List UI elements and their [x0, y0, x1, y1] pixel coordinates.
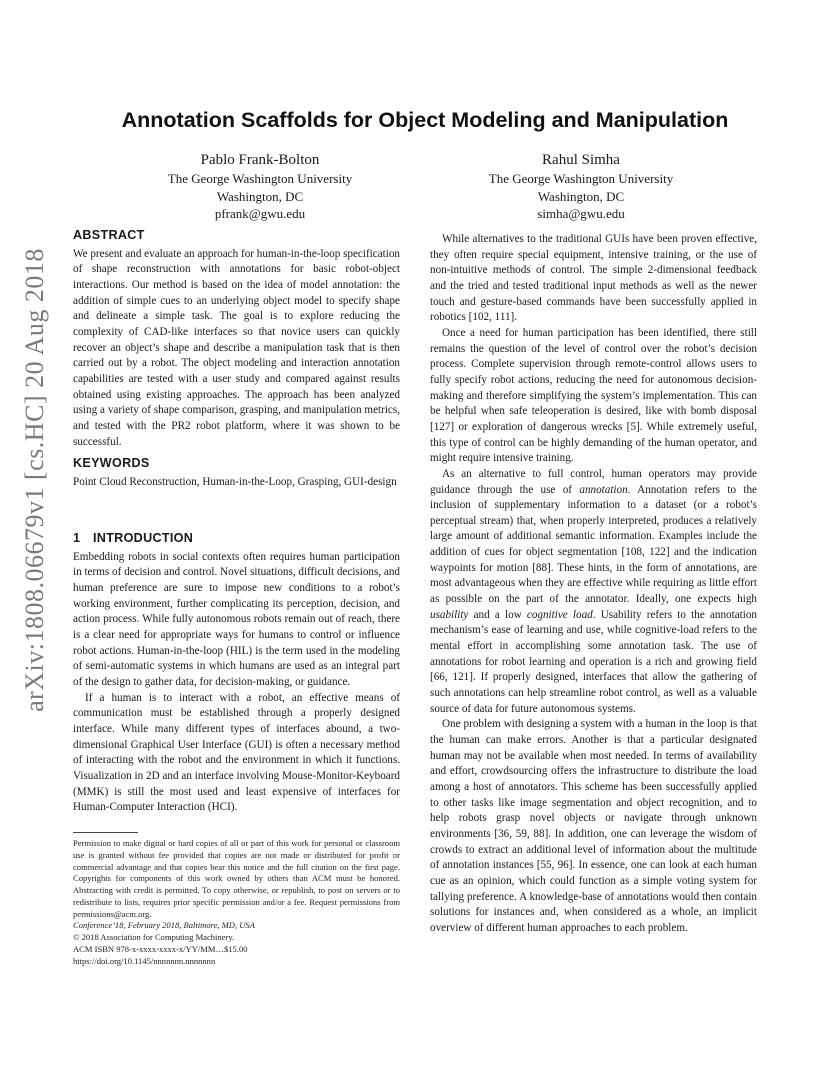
doi-line: https://doi.org/10.1145/nnnnnnn.nnnnnnn: [73, 955, 216, 966]
keywords-text: Point Cloud Reconstruction, Human-in-the-Loop, Grasping, GUI-design: [73, 475, 397, 488]
author-block-2: [431, 150, 731, 223]
right-column: [430, 232, 757, 937]
author-name: Pablo Frank-Bolton: [200, 152, 320, 168]
text-run: . Usability refers to the annotation mechanism’s ease of learning and use, while cognitive-load refers to the mental effort in accomplishing some annotation task. The use of annotations for robot learning and operation is a rich and growing field [66, 121]. If properly designed, interfaces that allow the gathering of such annotations can help streamline robot control, as well as a valuable source of data for future autonomous systems.: [430, 608, 757, 715]
text-run: and a low: [468, 608, 527, 621]
copyright-line: © 2018 Association for Computing Machinery.: [73, 932, 235, 942]
section-number: 1: [73, 531, 81, 545]
footnote-rule: [73, 832, 138, 833]
emphasis-cognitive-load: cognitive load: [526, 608, 593, 621]
isbn-line: ACM ISBN 978-x-xxxx-xxxx-x/YY/MM…$15.00: [73, 943, 248, 954]
copyright-footnote: [73, 838, 400, 967]
abstract-text: We present and evaluate an approach for human-in-the-loop specification of shape reconstruction with annotations for basic robot-object interactions. Our method is based on the idea of model annotation: the addition of simple cues to an underlying object model to specify shape and delineate a simple task. The goal is to explore reducing the complexity of CAD-like interfaces so that novice users can quickly recover an object’s shape and describe a manipulation task that is then carried out by a robot. The object modeling and interaction annotation capabilities are tested with a user study and compared against results obtained using existing approaches. The approach has been analyzed using a variety of shape comparison, grasping, and manipulation metrics, and tested with the PR2 robot platform, where it was shown to be successful.: [73, 247, 400, 448]
author-name: Rahul Simha: [542, 152, 620, 168]
keywords-section: [73, 456, 400, 490]
right-paragraph-1: While alternatives to the traditional GUIs have been proven effective, they often require special equipment, intensive training, or the use of non-intuitive methods of control. The simple 2-dimensional feedback and the tried and tested traditional input methods as well as the newer touch and gesture-based commands have been successfully applied in robotics [102, 111].: [430, 233, 757, 324]
arxiv-id-text: arXiv:1808.06679v1 [cs.HC] 20 Aug 2018: [20, 248, 49, 712]
emphasis-usability: usability: [430, 608, 469, 621]
conference-info: Conference’18, February 2018, Baltimore, MD, USA: [73, 920, 255, 931]
permission-notice: Permission to make digital or hard copies of all or part of this work for personal or classroom use is granted without fee provided that copies are not made or distributed for profit or commercial advantage and that copies bear this notice and the full citation on the first page. Copyrights for components of this work owned by others than ACM must be honored. Abstracting with credit is permitted. To copy otherwise, or republish, to post on servers or to redistribute to lists, requires prior specific permission and/or a fee. Request permissions from permissions@acm.org.: [73, 838, 400, 919]
right-paragraph-4: One problem with designing a system with a human in the loop is that the human can make errors. Another is that a particular designated human may not be available when most needed. In terms of availability and effort, crowdsourcing offers the infrastructure to distribute the load among a host of annotators. This scheme has been successfully applied to other tasks like image segmentation and object recognition, and to help robots grasp novel objects or navigate through unknown environments [36, 59, 88]. In addition, one can leverage the wisdom of crowds to extract an additional level of information about the multitude of annotation instances [55, 96]. In essence, one can look at each human cue as an opinion, which could function as a simple voting system for tallying preference. A knowledge-base of annotations would then contain solutions for instances and, when considered as a whole, an implicit overview of different human approaches to each problem.: [430, 718, 757, 934]
keywords-heading: KEYWORDS: [73, 456, 150, 470]
introduction-section: [73, 531, 400, 816]
paper-title: Annotation Scaffolds for Object Modeling and Manipulation: [121, 108, 729, 132]
right-paragraph-3: [430, 467, 757, 718]
author-location: Washington, DC: [537, 188, 625, 204]
text-run: As an alternative to full control, human operators may provide guidance through the use of: [430, 467, 757, 496]
author-location: Washington, DC: [216, 188, 304, 204]
arxiv-identifier: [12, 248, 58, 712]
author-email: pfrank@gwu.edu: [214, 206, 306, 221]
abstract-section: [73, 228, 400, 450]
section-title: INTRODUCTION: [93, 531, 194, 545]
author-affiliation: The George Washington University: [488, 171, 674, 186]
abstract-heading: ABSTRACT: [73, 228, 145, 242]
author-email: simha@gwu.edu: [537, 206, 625, 221]
emphasis-annotation: annotation: [579, 483, 628, 496]
text-run: . Annotation refers to the inclusion of supplementary information to a dataset (or a robot’s perceptual stream) that, when properly interpreted, produces a relatively large amount of additional semantic information. Examples include the addition of cues for object segmentation [108, 122] and the indication waypoints for motion [88]. These hints, in the form of annotations, are most advantageous when they are effective while requiring as little effort as possible on the part of the annotator. Ideally, one expects high: [430, 483, 757, 606]
right-paragraph-2: Once a need for human participation has been identified, there still remains the question of the level of control over the robot’s decision process. Complete supervision through remote-control allows users to fully specify robot actions, reducing the need for autonomous decision-making and therefore simplifying the system’s implementation. This can be helpful when safe teleoperation is desired, like with bomb disposal [127] or exploration of dangerous wrecks [5]. While extremely useful, this type of control can be highly demanding of the human operator, and might require intensive training.: [430, 326, 757, 465]
introduction-heading: [73, 531, 400, 547]
intro-paragraph-2: If a human is to interact with a robot, an effective means of communication must be established through a properly designed interface. While many different types of interfaces abound, a two-dimensional Graphical User Interface (GUI) is often a necessary method of interacting with the robot and the environment in which it functions. Visualization in 2D and an interface involving Mouse-Monitor-Keyboard (MMK) is still the most used and least expensive of interfaces for Human-Computer Interaction (HCI).: [73, 691, 400, 814]
author-block-1: [110, 150, 410, 223]
author-affiliation: The George Washington University: [167, 171, 353, 186]
intro-paragraph-1: Embedding robots in social contexts often requires human participation in terms of decision and control. Novel situations, difficult decisions, and human preference are sure to impose new conditions to a robot’s working environment, further complicating its perception, decision, and action process. While fully autonomous robots remain out of reach, there is a clear need for appropriate ways for humans to control or influence robot actions. Human-in-the-loop (HIL) is the term used in the modeling of semi-automatic systems in which humans are used as an integral part of the design to gather data, for decision-making, or guidance.: [73, 550, 400, 688]
